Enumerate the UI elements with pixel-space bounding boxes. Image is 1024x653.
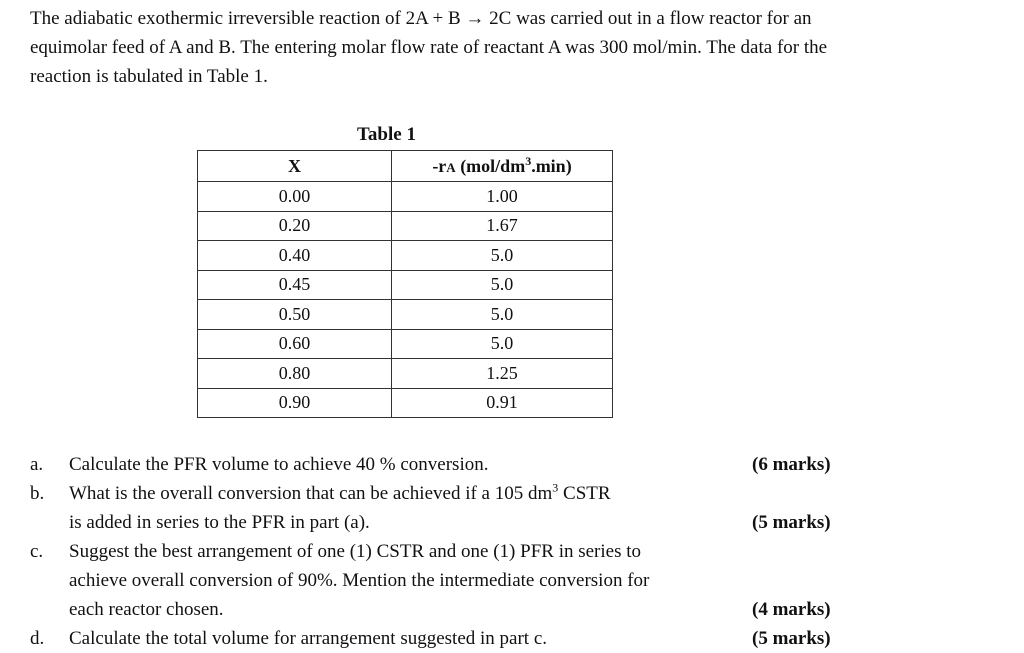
cell-rate: 1.00: [392, 182, 613, 212]
question-text-line-1: [69, 479, 749, 508]
rate-unit-before: (mol/dm: [455, 155, 526, 176]
question-marks: (4 marks): [752, 599, 831, 620]
table-row: [198, 300, 613, 330]
intro-text-after: 2C was carried out in a flow reactor for an equimolar feed of A and B. The entering molar flow rate of reactant A was 300 mol/min. The data for the reaction is tabulated in Table 1.: [30, 8, 828, 87]
cell-rate: 5.0: [392, 300, 613, 330]
question-b-line-1-before: What is the overall conversion that can be achieved if a 105 dm: [69, 483, 553, 504]
table-row: [198, 388, 613, 418]
question-marks: (6 marks): [752, 454, 831, 475]
table-row: [198, 182, 613, 212]
question-text-line-1: Suggest the best arrangement of one (1) CSTR and one (1) PFR in series to: [69, 541, 642, 562]
column-header-x: X: [198, 151, 392, 182]
rate-unit-after: .min): [531, 155, 572, 176]
table-row: [198, 211, 613, 241]
rate-symbol: -r: [432, 155, 447, 176]
problem-statement: [30, 4, 880, 91]
table-row: [198, 359, 613, 389]
question-b-superscript: 3: [552, 480, 559, 495]
cell-x: 0.60: [198, 329, 392, 359]
question-letter: c.: [30, 541, 44, 562]
question-letter: d.: [30, 628, 45, 649]
table-header-row: [198, 151, 613, 182]
rate-subscript: A: [446, 159, 456, 175]
cell-rate: 5.0: [392, 329, 613, 359]
cell-x: 0.80: [198, 359, 392, 389]
intro-text-before: The adiabatic exothermic irreversible reaction of 2A + B: [30, 8, 466, 29]
cell-rate: 1.67: [392, 211, 613, 241]
cell-rate: 5.0: [392, 270, 613, 300]
table-caption: Table 1: [357, 124, 416, 145]
cell-rate: 0.91: [392, 388, 613, 418]
question-text-line-2: achieve overall conversion of 90%. Mention the intermediate conversion for: [69, 570, 650, 591]
table-row: [198, 241, 613, 271]
question-marks: (5 marks): [752, 628, 831, 649]
cell-x: 0.20: [198, 211, 392, 241]
question-text-line-2: is added in series to the PFR in part (a).: [69, 512, 370, 533]
question-b-line-1-after: CSTR: [558, 483, 611, 504]
cell-x: 0.45: [198, 270, 392, 300]
table-row: [198, 270, 613, 300]
cell-x: 0.90: [198, 388, 392, 418]
question-text: Calculate the total volume for arrangement suggested in part c.: [69, 628, 547, 649]
question-letter: b.: [30, 483, 45, 504]
cell-rate: 5.0: [392, 241, 613, 271]
question-letter: a.: [30, 454, 44, 475]
cell-x: 0.50: [198, 300, 392, 330]
question-marks: (5 marks): [752, 512, 831, 533]
reaction-arrow: →: [465, 8, 485, 29]
rate-unit-superscript: 3: [525, 153, 532, 168]
cell-x: 0.00: [198, 182, 392, 212]
column-header-rate: [392, 151, 613, 182]
question-text-line-3: each reactor chosen.: [69, 599, 224, 620]
rate-data-table: [197, 150, 613, 418]
cell-rate: 1.25: [392, 359, 613, 389]
table-row: [198, 329, 613, 359]
question-text: Calculate the PFR volume to achieve 40 % conversion.: [69, 454, 489, 475]
cell-x: 0.40: [198, 241, 392, 271]
